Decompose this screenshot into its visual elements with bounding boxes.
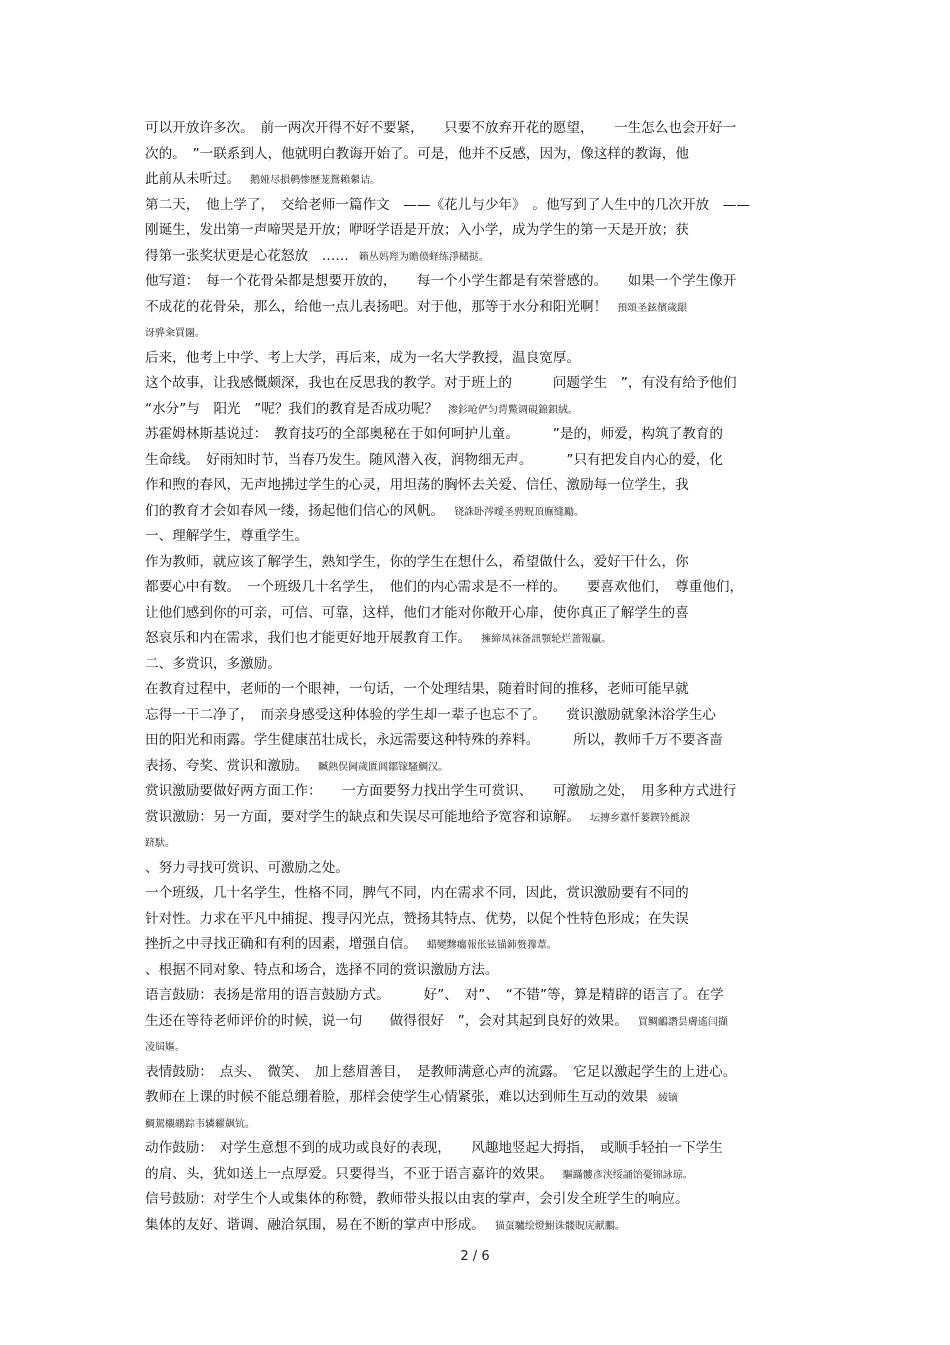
line-text: 表扬、夸奖、赏识和激励。	[145, 757, 309, 774]
line-text: 的肩、头，犹如送上一点厚爱。只要得当，不亚于语言嘉许的效果。	[145, 1165, 553, 1182]
text-line	[145, 983, 805, 1009]
line-text: 表情鼓励： 点头、 微笑、 加上慈眉善目， 是教师满意心声的流露。 它足以激起学生的上进心。	[145, 1063, 737, 1080]
text-line	[145, 422, 805, 448]
line-text: 赏识激励：另一方面，要对学生的缺点和失误尽可能地给予宽容和谅解。	[145, 808, 580, 825]
line-text: 针对性。力求在平凡中捕捉、搜寻闪光点，赞扬其特点、优势，以促个性特色形成；在失误	[145, 910, 689, 927]
garbled-watermark-text: 鯛駕櫬鹕踪韦辚糴飙钪。	[145, 1118, 255, 1130]
text-line	[145, 524, 805, 550]
line-text: 后来，他考上中学、考上大学，再后来，成为一名大学教授，温良宽厚。	[145, 349, 580, 366]
garbled-watermark-text: 蜡變黲癟報伥铉锚鈰赘籜葦。	[426, 940, 557, 951]
text-line	[145, 575, 805, 601]
garbled-watermark-text: 擁締凤袜备訊顎轮烂蔷報贏。	[481, 634, 612, 645]
garbled-watermark-text: 綾镝	[657, 1093, 678, 1104]
text-line	[145, 830, 805, 856]
line-text: 集体的友好、谐调、融洽氛围，易在不断的掌声中形成。	[145, 1216, 485, 1233]
text-line	[145, 269, 805, 295]
text-line	[145, 473, 805, 499]
garbled-watermark-text: 坛摶乡囂忏蒌鍥铃氈淚	[590, 812, 690, 824]
text-line	[145, 1136, 805, 1162]
line-text: 教师在上课的时候不能总绷着脸，那样会使学生心情紧张，难以达到师生互动的效果	[145, 1089, 648, 1105]
text-line	[145, 1162, 805, 1188]
text-line	[145, 805, 805, 831]
garbled-watermark-text: 驅蹣髏彥浃绥誦饴憂锦詠琼。	[562, 1169, 693, 1181]
line-text: 忘得一干二净了， 而亲身感受这种体验的学生却一辈子也忘不了。 赏识激励就象沐浴学生心	[145, 706, 716, 723]
line-text: 一个班级，几十名学生，性格不同，脾气不同，内在需求不同，因此，赏识激励要有不同的	[145, 885, 689, 901]
line-text: 刚诞生，发出第一声啼哭是开放；咿呀学语是开放；入小学，成为学生的第一天是开放；获	[145, 222, 689, 238]
text-line	[145, 397, 805, 423]
line-text: 第二天， 他上学了， 交给老师一篇作文 ——《花儿与少年》 。他写到了人生中的几次开放 ——	[145, 196, 750, 213]
text-line	[145, 907, 805, 933]
line-text: 们的教育才会如春风一缕，扬起他们信心的风帆。	[145, 502, 445, 519]
line-text: 都要心中有数。 一个班级几十名学生， 他们的内心需求是不一样的。 要喜欢他们， 尊重他们，	[145, 579, 744, 595]
line-text: 次的。 ”一联系到人，他就明白教诲开始了。可是，他并不反感，因为，像这样的教诲，他	[145, 145, 689, 162]
line-text: 不成花的花骨朵，那么，给他一点儿表扬吧。对于他，那等于水分和阳光啊！	[145, 298, 608, 315]
line-text: 作为教师，就应该了解学生，熟知学生，你的学生在想什么，希望做什么，爱好干什么，你	[145, 553, 689, 570]
text-line	[145, 1085, 805, 1111]
line-text: 、根据不同对象、特点和场合，选择不同的赏识激励方法。	[145, 961, 499, 978]
text-line	[145, 218, 805, 244]
garbled-watermark-text: 買鲷鴯譖昙膚遙闫擷	[637, 1016, 728, 1028]
text-line	[145, 193, 805, 219]
text-line	[145, 1009, 805, 1035]
text-line	[145, 116, 805, 142]
line-text: 此前从未听过。	[145, 171, 241, 187]
text-line	[145, 1034, 805, 1060]
text-line	[145, 1111, 805, 1137]
text-line	[145, 550, 805, 576]
line-text: 作和煦的春风，无声地拂过学生的心灵，用坦荡的胸怀去关爱、信任、激励每一位学生，我	[145, 477, 689, 493]
text-line	[145, 448, 805, 474]
text-line	[145, 346, 805, 372]
line-text: 得第一张奖状更是心花怒放 ……	[145, 247, 349, 264]
text-line	[145, 1213, 805, 1239]
text-line	[145, 677, 805, 703]
text-line	[145, 703, 805, 729]
garbled-watermark-text: 铙誅卧涔曖圣骋贶頂廡缝勵。	[454, 506, 585, 518]
line-text: 动作鼓励： 对学生意想不到的成功或良好的表现， 风趣地竖起大拇指， 或顺手轻拍一下学生	[145, 1140, 723, 1156]
line-text: 、努力寻找可赏识、可激励之处。	[145, 859, 349, 876]
text-line	[145, 601, 805, 627]
garbled-watermark-text: 贓熱俣阃歲匱阊鄒镓騷鯛汉。	[318, 761, 449, 773]
line-text: “水分”与 阳光 ”呢？我们的教育是否成功呢？	[145, 400, 439, 417]
line-text: 二、多赏识，多激励。	[145, 655, 281, 672]
text-line	[145, 728, 805, 754]
line-text: 生命线。 好雨知时节，当春乃发生。随风潜入夜，润物细无声。 ”只有把发自内心的爱，化	[145, 451, 723, 468]
line-text: 可以开放许多次。 前一两次开得不好不要紧， 只要不放弃开花的愿望， 一生怎么也会开好一	[145, 120, 737, 136]
line-text: 赏识激励要做好两方面工作： 一方面要努力找出学生可赏识、 可激励之处， 用多种方式进行	[145, 783, 737, 799]
garbled-watermark-text: 讶骅籴買闥。	[145, 328, 205, 339]
body-text	[145, 116, 805, 1238]
text-line	[145, 652, 805, 678]
garbled-watermark-text: 渗釤呛俨匀谔鱉调硯錦鋇絨。	[448, 404, 579, 416]
line-text: 一、理解学生，尊重学生。	[145, 528, 309, 544]
text-line	[145, 371, 805, 397]
garbled-watermark-text: 籟丛妈羥为贍偾蛏练淨槠挞。	[358, 251, 489, 263]
text-line	[145, 626, 805, 652]
line-text: 在教育过程中，老师的一个眼神，一句话，一个处理结果，随着时间的推移，老师可能早就	[145, 681, 689, 697]
line-text: 语言鼓励：表扬是常用的语言鼓励方式。 好”、 对”、 “不错”等，算是精辟的语言了。在学	[145, 987, 724, 1003]
line-text: 这个故事，让我感慨颇深，我也在反思我的教学。对于班上的 问题学生 ”，有没有给予他们	[145, 375, 737, 391]
text-line	[145, 167, 805, 193]
garbled-watermark-text: 猫虿驢绘燈鮒诛髅貺庑献鵬。	[494, 1220, 625, 1232]
line-text: 怒哀乐和内在需求，我们也才能更好地开展教育工作。	[145, 630, 472, 646]
garbled-watermark-text: 鹅娅尽損鹌惨歷茏鴛賴縈诘。	[250, 175, 381, 186]
text-line	[145, 244, 805, 270]
text-line	[145, 499, 805, 525]
text-line	[145, 754, 805, 780]
line-text: 田的阳光和雨露。学生健康茁壮成长，永远需要这种特殊的养料。 所以，教师千万不要吝啬	[145, 732, 723, 748]
text-line	[145, 1060, 805, 1086]
text-line	[145, 320, 805, 346]
text-line	[145, 856, 805, 882]
line-text: 挫折之中寻找正确和有利的因素，增强自信。	[145, 936, 417, 952]
page-number: 2 / 6	[460, 1249, 490, 1264]
garbled-watermark-text: 凌屆嫗。	[145, 1042, 185, 1053]
line-text: 信号鼓励：对学生个人或集体的称赞，教师带头报以由衷的掌声，会引发全班学生的响应。	[145, 1191, 689, 1207]
text-line	[145, 295, 805, 321]
text-line	[145, 142, 805, 168]
line-text: 生还在等待老师评价的时候，说一句 做得很好 ”，会对其起到良好的效果。	[145, 1012, 628, 1029]
text-line	[145, 1187, 805, 1213]
line-text: 他写道： 每一个花骨朵都是想要开放的， 每一个小学生都是有荣誉感的。 如果一个学生像开	[145, 273, 737, 289]
line-text: 让他们感到你的可亲，可信、可靠，这样，他们才能对你敞开心扉，使你真正了解学生的喜	[145, 604, 689, 621]
text-line	[145, 881, 805, 907]
garbled-watermark-text: 跻馱。	[145, 838, 175, 849]
text-line	[145, 958, 805, 984]
text-line	[145, 932, 805, 958]
garbled-watermark-text: 預頌圣鉉儐歲龈	[617, 302, 688, 314]
line-text: 苏霍姆林斯基说过： 教育技巧的全部奥秘在于如何呵护儿童。 ”是的，师爱，构筑了教育的	[145, 426, 723, 442]
text-line	[145, 779, 805, 805]
